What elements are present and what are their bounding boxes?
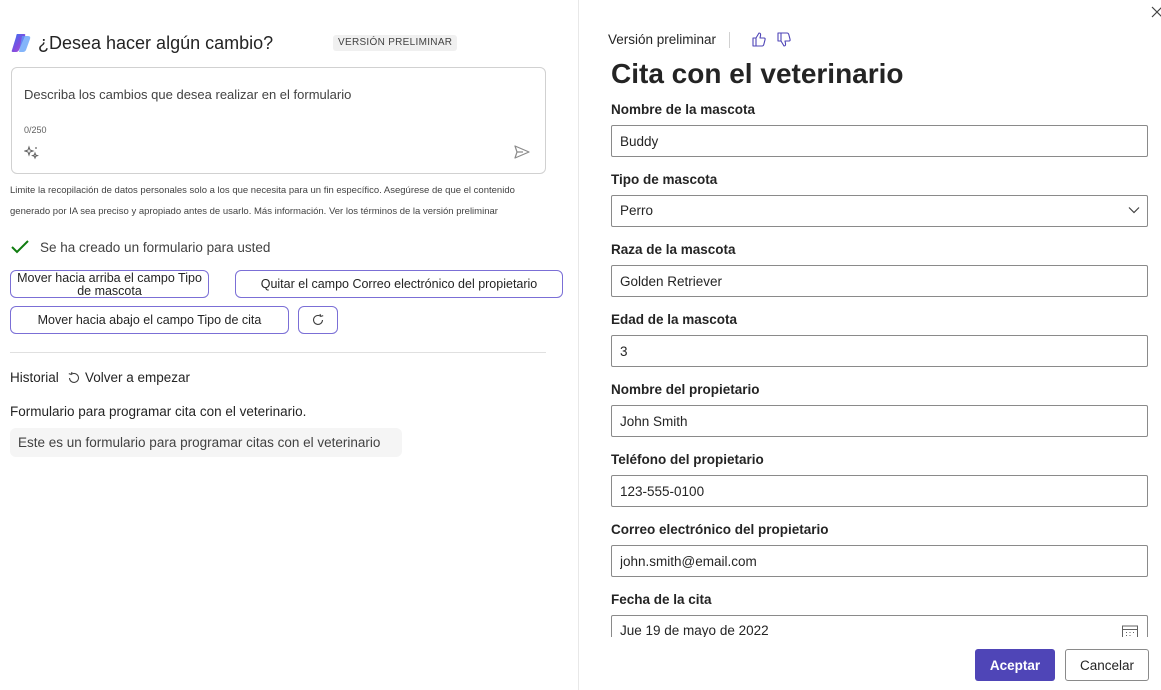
toolbar-separator [729, 32, 730, 48]
panel-divider [578, 0, 579, 690]
field-label-owner-name: Nombre del propietario [611, 382, 760, 397]
owner-phone-field[interactable] [611, 475, 1148, 507]
suggestion-move-down-button[interactable]: Mover hacia abajo el campo Tipo de cita [10, 306, 289, 334]
field-label-appointment-date: Fecha de la cita [611, 592, 712, 607]
prompt-box [11, 67, 546, 174]
restart-button[interactable] [67, 370, 190, 385]
pet-name-field[interactable] [611, 125, 1148, 157]
appointment-date-field[interactable]: Jue 19 de mayo de 2022 [611, 615, 1148, 637]
cancel-button[interactable]: Cancelar [1065, 649, 1149, 681]
prompt-input[interactable] [24, 84, 504, 104]
suggestion-move-up-button[interactable]: Mover hacia arriba el campo Tipo de mascota [10, 270, 209, 298]
field-label-pet-breed: Raza de la mascota [611, 242, 736, 257]
disclaimer-text: Limite la recopilación de datos personales solo a los que necesita para un fin específico. Asegúrese de que el contenido generado por IA sea preciso y apropiado antes de usarlo. Más información. Ver los términos de la versión preliminar [10, 185, 515, 217]
panel-title: ¿Desea hacer algún cambio? [38, 33, 274, 53]
send-icon[interactable] [513, 143, 531, 161]
section-divider [10, 352, 546, 353]
copilot-logo-icon [10, 32, 32, 54]
copilot-panel [0, 0, 578, 690]
form-title: Cita con el veterinario [611, 58, 904, 89]
char-count: 0/250 [24, 125, 47, 135]
field-label-owner-phone: Teléfono del propietario [611, 452, 764, 467]
field-label-pet-type: Tipo de mascota [611, 172, 718, 187]
suggestion-remove-email-button[interactable]: Quitar el campo Correo electrónico del propietario [235, 270, 563, 298]
preview-label: Versión preliminar [608, 32, 717, 47]
thumbs-up-icon[interactable] [751, 31, 767, 48]
checkmark-icon [10, 239, 30, 255]
close-icon[interactable] [1150, 5, 1161, 19]
pet-type-value: Perro [611, 195, 1148, 227]
chevron-down-icon [1128, 205, 1140, 215]
field-label-pet-age: Edad de la mascota [611, 312, 738, 327]
field-label-pet-name: Nombre de la mascota [611, 102, 756, 117]
restart-label: Volver a empezar [85, 370, 191, 385]
pet-type-select[interactable] [611, 195, 1148, 227]
refresh-suggestions-button[interactable] [298, 306, 338, 334]
form-scroll-clip [600, 610, 1160, 637]
created-message: Se ha creado un formulario para usted [40, 239, 271, 255]
preview-badge: VERSIÓN PRELIMINAR [333, 35, 457, 51]
created-status [10, 239, 270, 255]
refresh-icon [311, 313, 325, 327]
owner-email-field[interactable] [611, 545, 1148, 577]
pet-age-field[interactable] [611, 335, 1148, 367]
history-ai-message[interactable]: Este es un formulario para programar citas con el veterinario [10, 428, 402, 457]
restart-icon [67, 371, 81, 385]
history-label: Historial [10, 370, 59, 385]
owner-name-field[interactable] [611, 405, 1148, 437]
pet-breed-field[interactable] [611, 265, 1148, 297]
thumbs-down-icon[interactable] [776, 31, 792, 48]
history-user-message: Formulario para programar cita con el veterinario. [10, 404, 307, 419]
calendar-icon[interactable] [1121, 624, 1139, 637]
field-label-owner-email: Correo electrónico del propietario [611, 522, 829, 537]
accept-button[interactable]: Aceptar [975, 649, 1055, 681]
sparkle-icon[interactable] [24, 144, 40, 160]
